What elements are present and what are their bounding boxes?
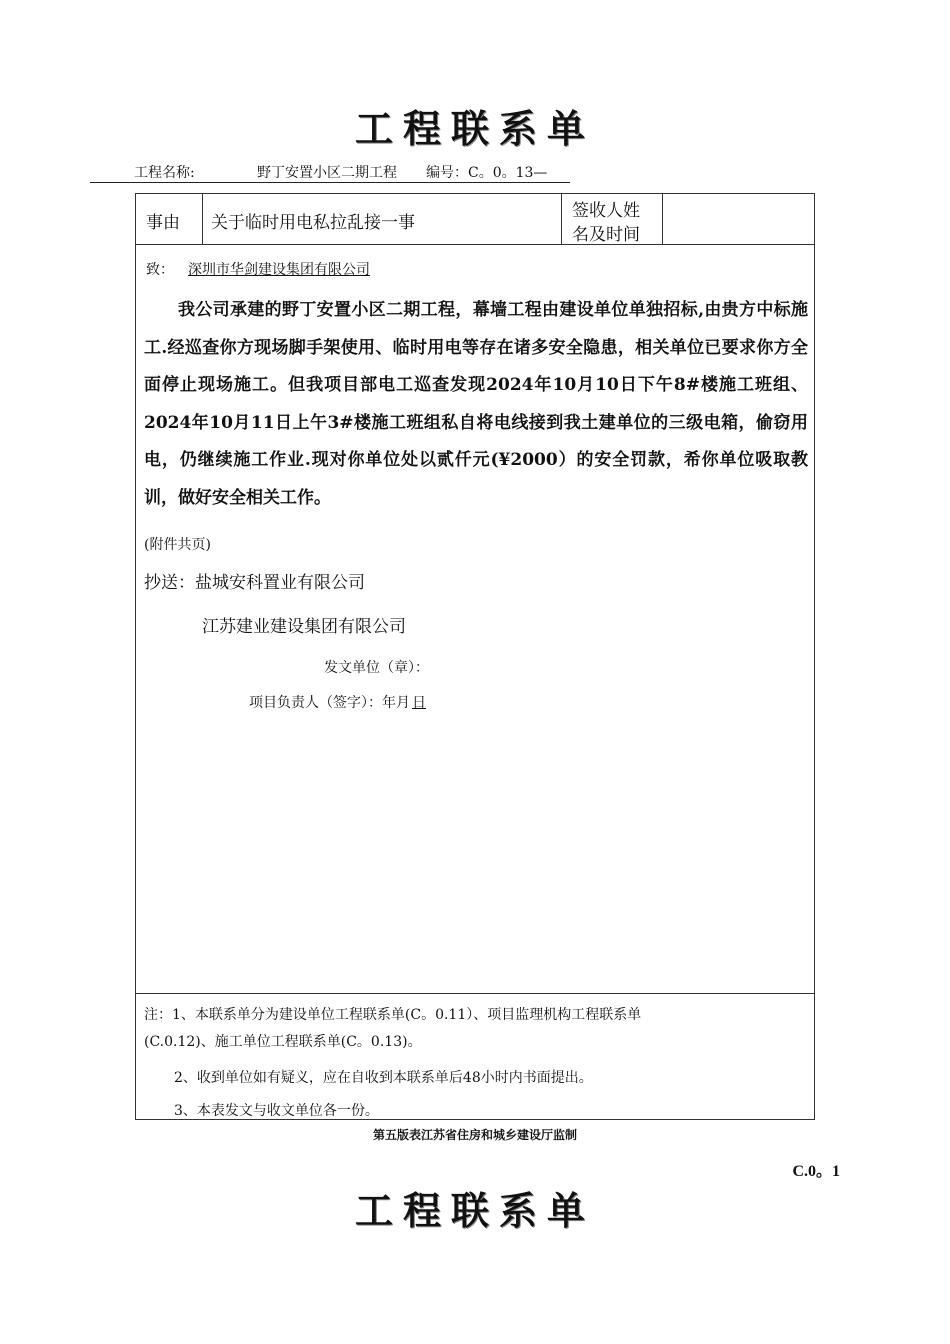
cc-line: 抄送：盐城安科置业有限公司 xyxy=(144,573,365,593)
recipient-prefix: 致： xyxy=(146,262,174,278)
signer-label: 项目负责人（签字）：年月 xyxy=(249,695,410,711)
issuer-line: 发文单位（章）： xyxy=(324,660,429,676)
sign-label-line2: 名及时间 xyxy=(572,225,640,245)
document-title: 工程联系单 xyxy=(354,107,595,151)
divider xyxy=(202,194,203,244)
document-title-2: 工程联系单 xyxy=(354,1189,595,1233)
project-name-label: 工程名称: xyxy=(134,165,195,181)
divider xyxy=(561,194,562,244)
note-line-1: 注：1、本联系单分为建设单位工程联系单(C。0.11）、项目监理机构工程联系单 xyxy=(144,1007,642,1023)
form-code: C.0。1 xyxy=(792,1163,840,1180)
sign-label-line1: 签收人姓 xyxy=(572,201,640,221)
note-line-4: 3、本表发文与收文单位各一份。 xyxy=(174,1103,379,1119)
footer-note: 第五版表江苏省住房和城乡建设厅监制 xyxy=(372,1128,577,1142)
signer-line xyxy=(249,692,428,712)
cc-second: 江苏建业建设集团有限公司 xyxy=(202,617,406,637)
recipient-name: 深圳市华剑建设集团有限公司 xyxy=(188,262,370,278)
project-number: 编号：C。0。13— xyxy=(426,165,548,181)
attachment-note: (附件共页) xyxy=(144,537,211,553)
note-line-3: 2、收到单位如有疑义，应在自收到本联系单后48小时内书面提出。 xyxy=(174,1070,593,1086)
sign-field[interactable] xyxy=(666,198,806,240)
contact-form-table xyxy=(135,193,815,1120)
body-paragraph: 我公司承建的野丁安置小区二期工程，幕墙工程由建设单位单独招标,由贵方中标施工.经巡查你方现场脚手架使用、临时用电等存在诸多安全隐患，相关单位已要求你方全面停止现场施工。但我项目部电工巡查发现2024年10月10日下午8#楼施工班组、2024年10月11日上午3#楼施工班组私自将电线接到我土建单位的三级电箱，偷窃用电，仍继续施工作业.现对你单位处以贰仟元(¥2000）的安全罚款，希你单位吸取教训，做好安全相关工作。 xyxy=(144,300,808,508)
project-line xyxy=(90,162,570,183)
recipient-line xyxy=(146,259,398,279)
note-line-2: (C.0.12)、施工单位工程联系单(C。0.13)。 xyxy=(144,1034,422,1050)
divider xyxy=(136,244,814,245)
divider xyxy=(662,194,663,244)
divider xyxy=(136,993,814,994)
signer-day: 日 xyxy=(412,695,426,711)
reason-label: 事由 xyxy=(146,213,180,233)
project-name-value: 野丁安置小区二期工程 xyxy=(257,165,397,181)
reason-value: 关于临时用电私拉乱接一事 xyxy=(211,213,415,233)
